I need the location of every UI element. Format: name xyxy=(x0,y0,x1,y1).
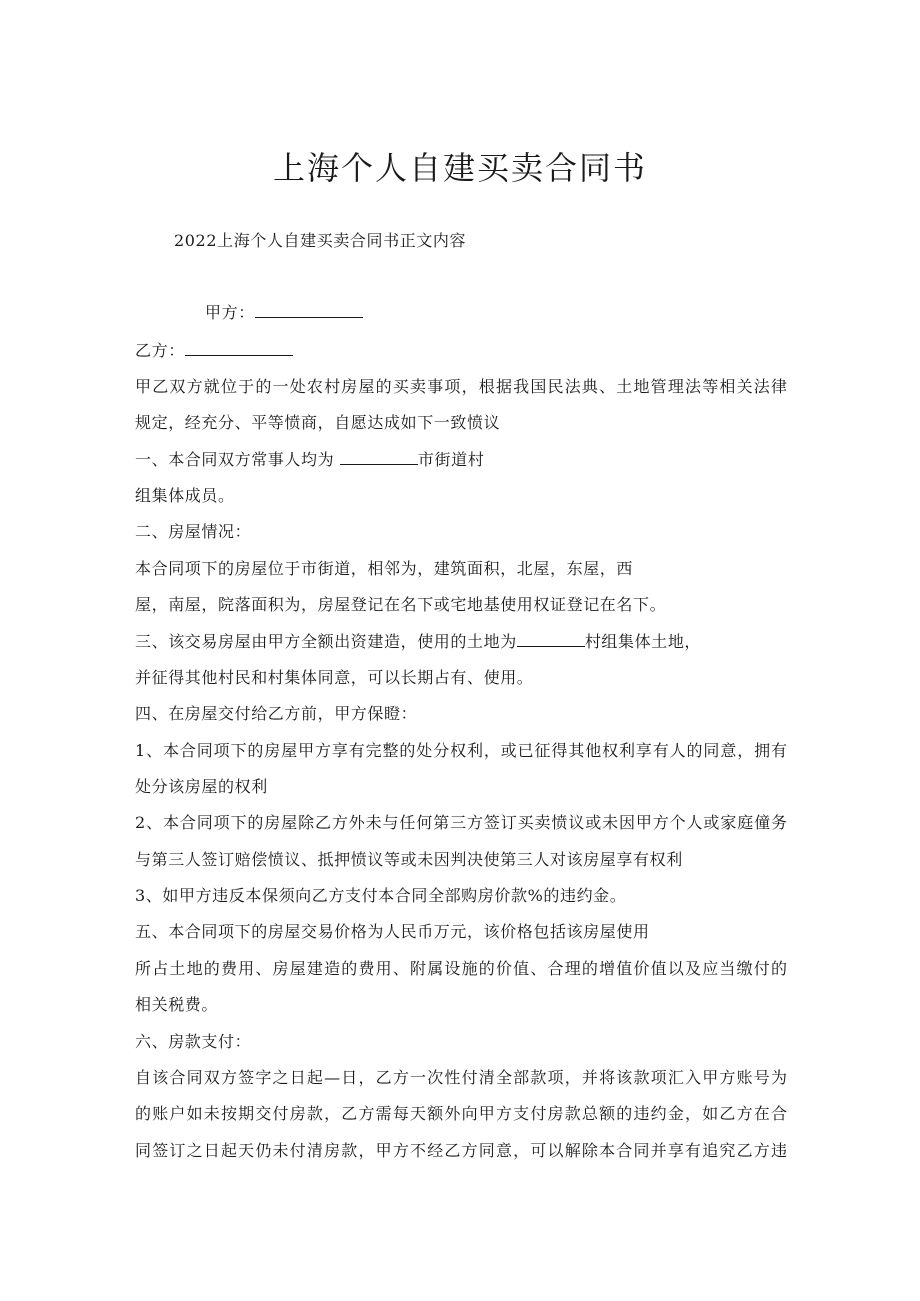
section-1-blank xyxy=(340,448,418,465)
section-4-heading: 四、在房屋交付给乙方前，甲方保瞪： xyxy=(135,704,418,723)
section-3-line-2: 并征得其他村民和村集体同意，可以长期占有、使用。 xyxy=(135,668,534,687)
party-b-line xyxy=(135,339,293,362)
section-4-item-2a: 2、本合同项下的房屋除乙方外未与任何第三方签订买卖愤议或未因甲方个人或家庭僮务 xyxy=(135,813,787,832)
section-6-heading: 六、房款支付： xyxy=(135,1032,252,1051)
party-a-label: 甲方： xyxy=(205,303,255,322)
document-title: 上海个人自建买卖合同书 xyxy=(272,149,647,187)
section-4-item-1a: 1、本合同项下的房屋甲方享有完整的处分权利，或已征得其他权利享有人的同意，拥有 xyxy=(135,741,787,760)
section-6-line-1: 自该合同双方签字之日起—日，乙方一次性付清全部款项，并将该款项汇入甲方账号为 xyxy=(135,1068,787,1087)
section-3-blank xyxy=(517,630,585,647)
section-5-line-1: 五、本合同项下的房屋交易价格为人民币万元，该价格包括该房屋使用 xyxy=(135,922,650,941)
section-1-text-a: 一、本合同双方常事人均为 xyxy=(135,450,335,469)
section-6-line-3: 同签订之日起天仍未付清房款，甲方不经乙方同意，可以解除本合同并享有追究乙方违 xyxy=(135,1141,787,1160)
intro-line-2: 规定，经充分、平等愤商，自愿达成如下一致愤议 xyxy=(135,413,501,432)
section-2-line-1: 本合同项下的房屋位于市街道，相邻为，建筑面积，北屋，东屋，西 xyxy=(135,559,634,578)
document-subtitle: 2022上海个人自建买卖合同书正文内容 xyxy=(174,231,467,250)
section-2-heading: 二、房屋情况： xyxy=(135,522,252,541)
section-5-line-2: 所占土地的费用、房屋建造的费用、附属设施的价值、合理的增值价值以及应当缴付的 xyxy=(135,959,787,978)
section-1-line xyxy=(135,448,484,471)
section-6-line-2: 的账户如未按期交付房款，乙方需每天额外向甲方支付房款总额的违约金，如乙方在合 xyxy=(135,1104,787,1123)
section-3-text-b: 村组集体土地， xyxy=(584,632,702,651)
section-1-line-2: 组集体成员。 xyxy=(135,486,235,505)
section-1-text-b: 市街道村 xyxy=(417,450,485,469)
section-4-item-2b: 与第三人签订赔偿愤议、抵押愤议等或未因判决使第三人对该房屋享有权利 xyxy=(135,850,683,869)
party-a-line xyxy=(205,301,363,324)
section-2-line-2: 屋，南屋，院落面积为，房屋登记在名下或宅地基使用权证登记在名下。 xyxy=(135,595,667,614)
party-b-label: 乙方： xyxy=(135,341,185,360)
intro-line-1: 甲乙双方就位于的一处农村房屋的买卖事项，根据我国民法典、土地管理法等相关法律 xyxy=(135,377,787,396)
section-4-item-1b: 处分该房屋的权利 xyxy=(135,777,268,796)
section-5-line-3: 相关税费。 xyxy=(135,995,219,1014)
party-a-blank xyxy=(255,301,363,318)
section-3-text-a: 三、该交易房屋由甲方全额出资建造，使用的土地为 xyxy=(135,632,517,651)
section-4-item-3: 3、如甲方违反本保须向乙方支付本合同全部购房价款%的违约金。 xyxy=(135,886,627,905)
party-b-blank xyxy=(185,339,293,356)
section-3-line xyxy=(135,630,701,653)
